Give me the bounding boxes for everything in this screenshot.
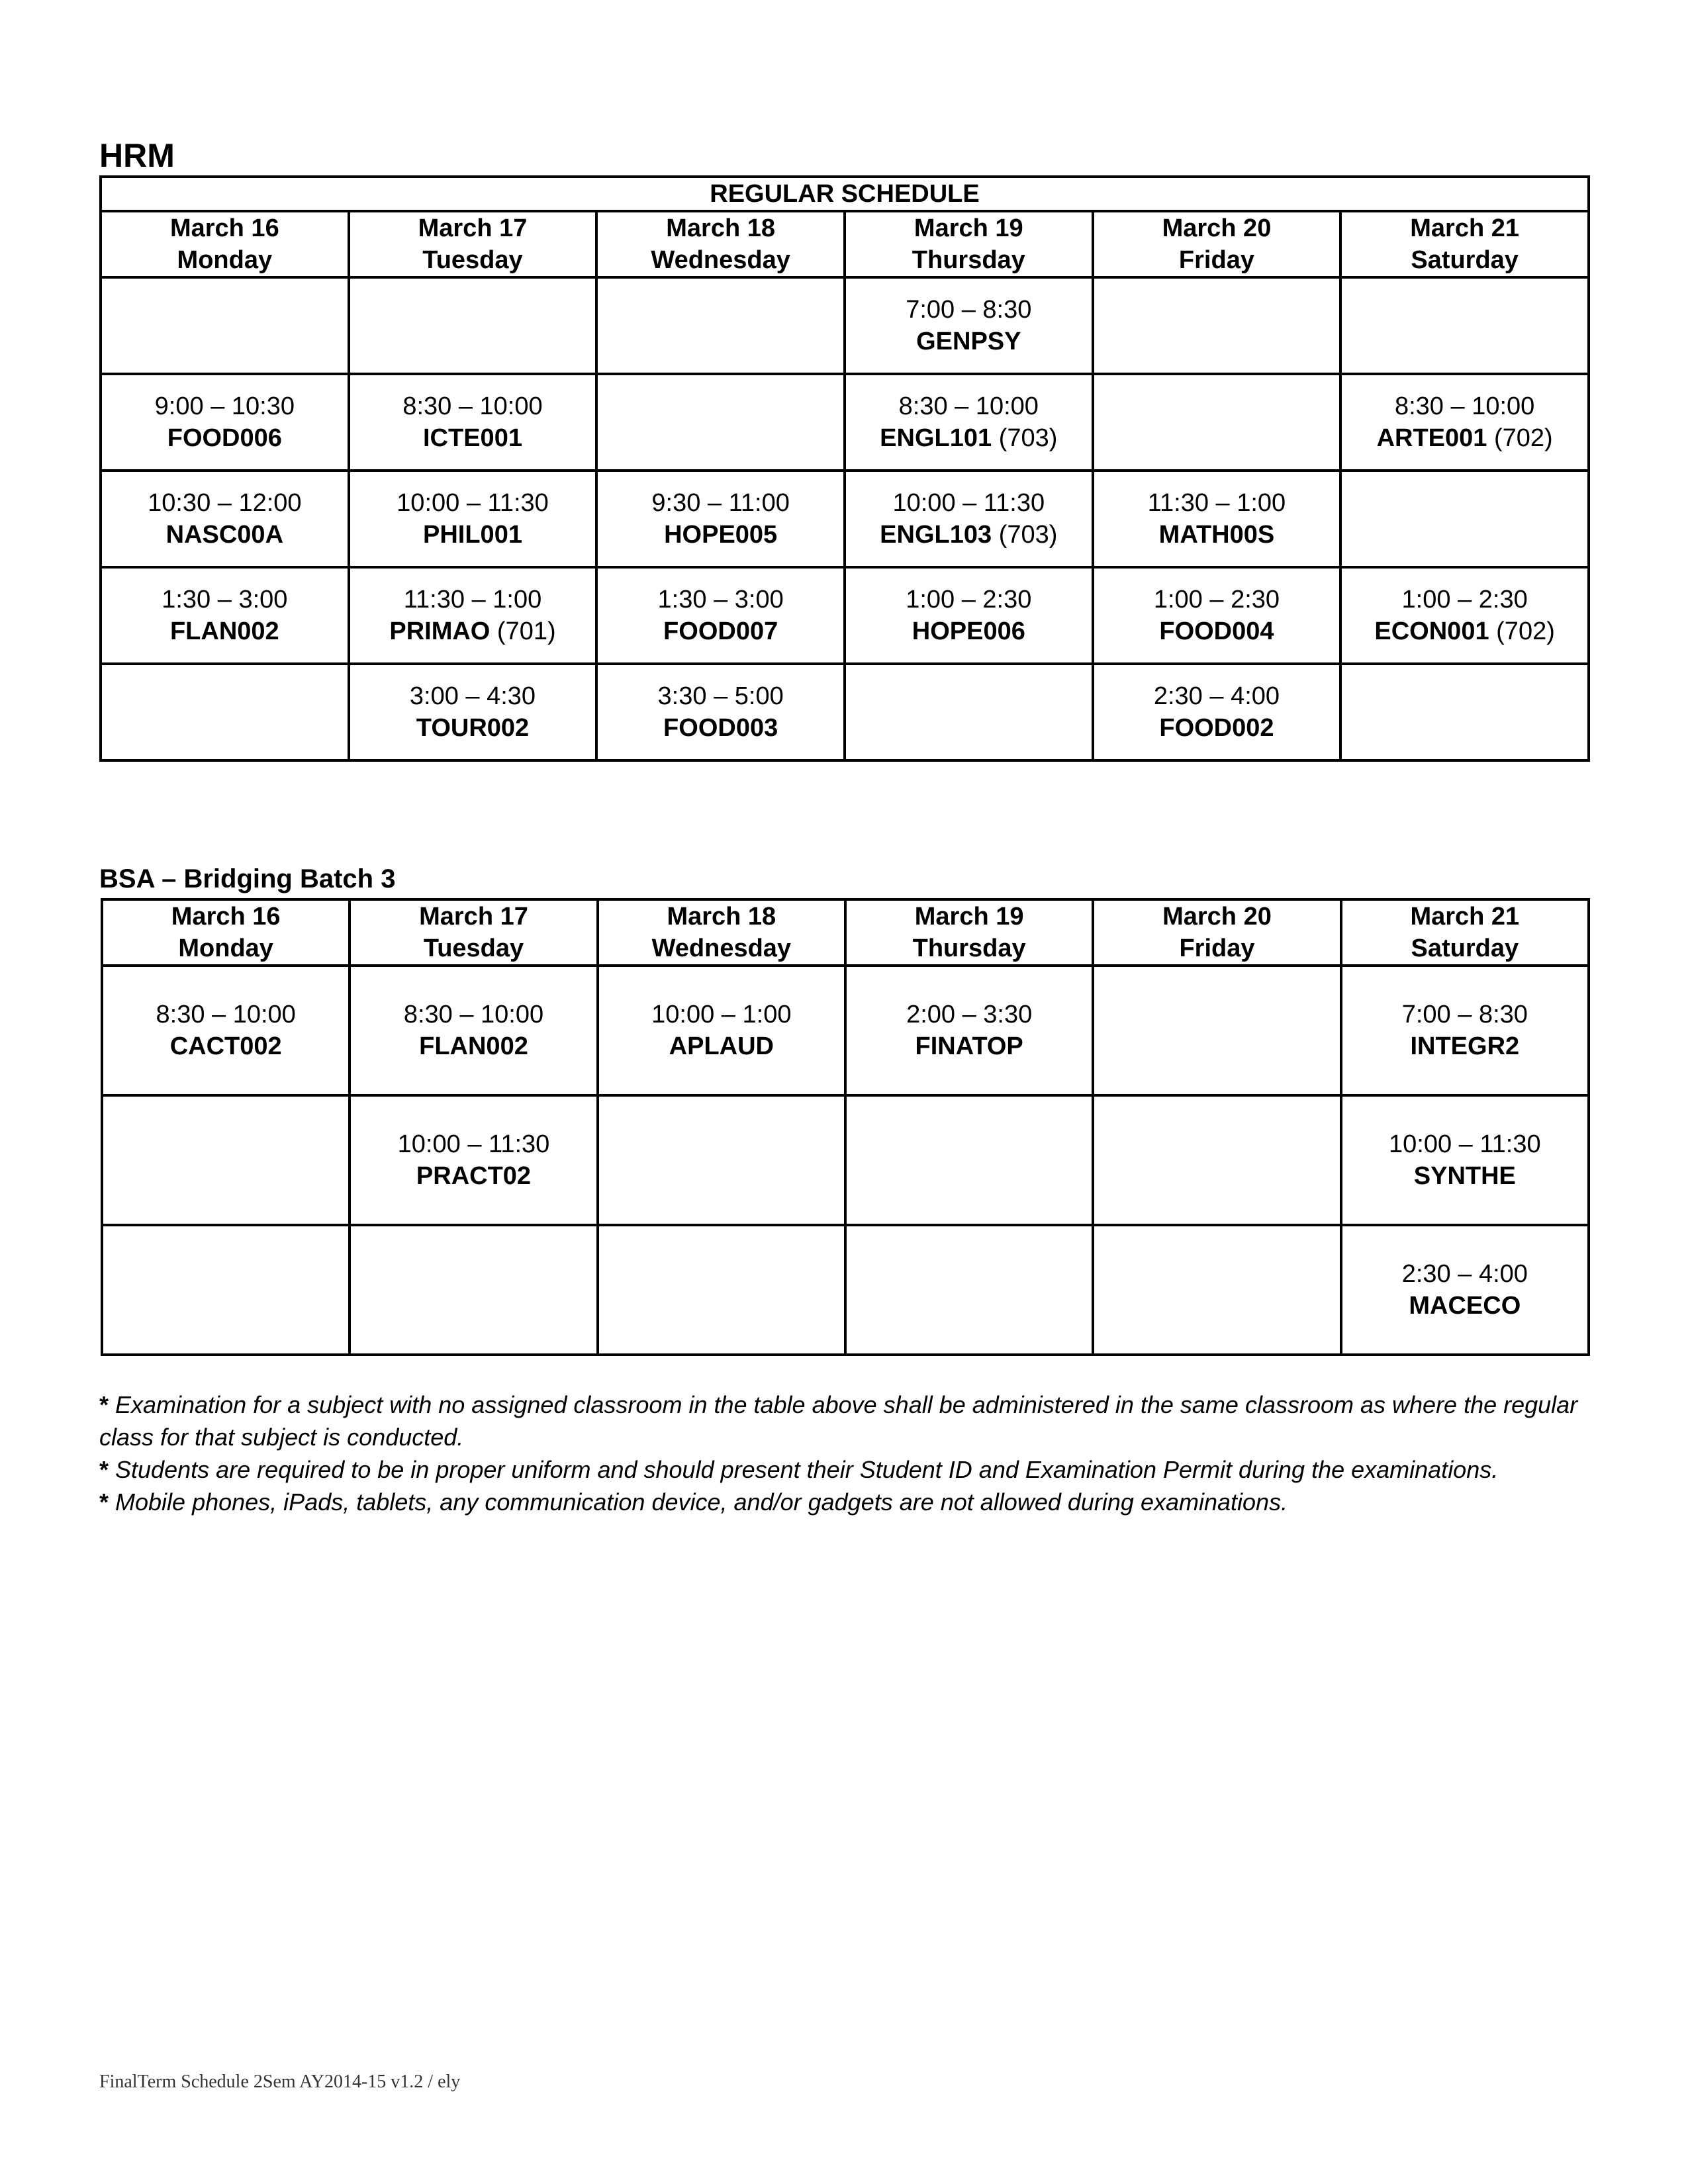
exam-subject	[350, 712, 596, 744]
day-header	[1340, 211, 1589, 277]
banner-row	[101, 177, 1589, 211]
exam-slot	[101, 374, 349, 471]
empty-slot	[845, 664, 1093, 760]
schedule-row	[102, 966, 1589, 1095]
exam-slot	[349, 471, 597, 567]
hrm-section-title: HRM	[99, 137, 175, 174]
exam-slot	[1340, 374, 1589, 471]
subject-code: CACT002	[169, 1032, 282, 1060]
exam-subject	[102, 615, 348, 647]
exam-subject	[1094, 712, 1340, 744]
exam-slot	[845, 567, 1093, 664]
exam-slot	[350, 966, 597, 1095]
exam-subject	[1094, 519, 1340, 551]
room-number: (703)	[992, 424, 1058, 452]
exam-slot	[845, 966, 1093, 1095]
day-name: Saturday	[1411, 246, 1519, 274]
bsa-schedule-table	[101, 898, 1590, 1356]
subject-code: ECON001	[1374, 617, 1489, 645]
day-date: March 21	[1410, 903, 1520, 931]
day-name: Monday	[177, 246, 273, 274]
day-header	[845, 211, 1093, 277]
exam-time: 1:00 – 2:30	[1153, 586, 1280, 614]
day-header-row	[101, 211, 1589, 277]
day-name: Thursday	[912, 934, 1026, 962]
subject-code: MATH00S	[1158, 521, 1275, 549]
empty-slot	[1340, 277, 1589, 374]
exam-time: 9:30 – 11:00	[651, 489, 790, 517]
exam-slot	[1093, 471, 1341, 567]
exam-subject	[846, 422, 1092, 454]
empty-slot	[596, 277, 845, 374]
room-number: (703)	[992, 521, 1058, 549]
day-date: March 17	[418, 214, 528, 242]
exam-time: 8:30 – 10:00	[1394, 392, 1535, 420]
subject-code: APLAUD	[669, 1032, 774, 1060]
day-header	[1093, 899, 1340, 966]
day-header	[102, 899, 350, 966]
day-header	[350, 899, 597, 966]
note-text: Examination for a subject with no assigned classroom in the table above shall be administered in the same classroom as where the regular class for that subject is conducted.	[99, 1391, 1578, 1451]
subject-code: FINATOP	[915, 1032, 1023, 1060]
subject-code: GENPSY	[916, 328, 1021, 355]
exam-subject	[846, 519, 1092, 551]
subject-code: TOUR002	[416, 714, 530, 742]
day-header	[349, 211, 597, 277]
exam-time: 10:00 – 1:00	[651, 1001, 792, 1028]
exam-slot	[101, 471, 349, 567]
day-name: Friday	[1179, 934, 1255, 962]
subject-code: INTEGR2	[1410, 1032, 1520, 1060]
exam-time: 8:30 – 10:00	[898, 392, 1039, 420]
exam-time: 1:00 – 2:30	[1401, 586, 1528, 614]
day-date: March 20	[1162, 214, 1272, 242]
exam-subject	[598, 712, 843, 744]
exam-time: 2:30 – 4:00	[1153, 682, 1280, 710]
exam-slot	[349, 664, 597, 760]
day-name: Tuesday	[423, 934, 524, 962]
exam-subject	[598, 615, 843, 647]
empty-slot	[1093, 1225, 1340, 1355]
exam-slot	[596, 471, 845, 567]
day-name: Tuesday	[422, 246, 523, 274]
document-footer: FinalTerm Schedule 2Sem AY2014-15 v1.2 / ely	[99, 2071, 461, 2092]
exam-time: 1:30 – 3:00	[162, 586, 288, 614]
bsa-section-title: BSA – Bridging Batch 3	[99, 864, 396, 893]
schedule-banner: REGULAR SCHEDULE	[101, 177, 1589, 211]
day-date: March 16	[171, 903, 281, 931]
exam-slot	[349, 567, 597, 664]
day-header	[1341, 899, 1589, 966]
schedule-row	[101, 471, 1589, 567]
note-bullet: *	[99, 1456, 109, 1483]
room-number: (702)	[1489, 617, 1555, 645]
exam-time: 1:00 – 2:30	[906, 586, 1032, 614]
subject-code: ENGL101	[880, 424, 992, 452]
subject-code: ICTE001	[423, 424, 522, 452]
day-date: March 17	[419, 903, 528, 931]
exam-time: 3:00 – 4:30	[409, 682, 536, 710]
schedule-row	[101, 277, 1589, 374]
exam-subject	[102, 422, 348, 454]
exam-slot	[1341, 1095, 1589, 1225]
day-date: March 18	[667, 903, 776, 931]
subject-code: FOOD007	[663, 617, 778, 645]
exam-slot	[596, 567, 845, 664]
day-header	[596, 211, 845, 277]
exam-subject	[1342, 615, 1587, 647]
exam-time: 8:30 – 10:00	[402, 392, 543, 420]
day-date: March 16	[169, 214, 279, 242]
note-text: Students are required to be in proper uniform and should present their Student ID and Examination Permit during the examinations.	[109, 1456, 1499, 1483]
empty-slot	[102, 1225, 350, 1355]
day-date: March 19	[914, 903, 1024, 931]
exam-time: 7:00 – 8:30	[906, 296, 1032, 324]
exam-subject	[1342, 1160, 1587, 1192]
exam-notes	[99, 1388, 1595, 1518]
empty-slot	[845, 1225, 1093, 1355]
exam-slot	[598, 966, 845, 1095]
empty-slot	[101, 664, 349, 760]
empty-slot	[1340, 664, 1589, 760]
exam-slot	[349, 374, 597, 471]
exam-time: 2:00 – 3:30	[906, 1001, 1033, 1028]
exam-time: 8:30 – 10:00	[156, 1001, 296, 1028]
empty-slot	[1093, 1095, 1340, 1225]
empty-slot	[1340, 471, 1589, 567]
subject-code: ENGL103	[880, 521, 992, 549]
room-number: (702)	[1487, 424, 1553, 452]
exam-subject	[350, 615, 596, 647]
schedule-row	[102, 1095, 1589, 1225]
day-date: March 18	[666, 214, 776, 242]
subject-code: NASC00A	[165, 521, 284, 549]
empty-slot	[596, 374, 845, 471]
schedule-row	[101, 374, 1589, 471]
exam-time: 10:00 – 11:30	[892, 489, 1045, 517]
exam-slot	[350, 1095, 597, 1225]
exam-subject	[103, 1030, 348, 1062]
note-bullet: *	[99, 1391, 109, 1418]
day-name: Wednesday	[651, 934, 792, 962]
day-header	[598, 899, 845, 966]
exam-slot	[1340, 567, 1589, 664]
exam-time: 10:00 – 11:30	[1389, 1130, 1541, 1158]
schedule-row	[102, 1225, 1589, 1355]
empty-slot	[1093, 966, 1340, 1095]
exam-subject	[847, 1030, 1092, 1062]
empty-slot	[349, 277, 597, 374]
note-item	[99, 1453, 1595, 1486]
exam-subject	[1342, 422, 1587, 454]
empty-slot	[845, 1095, 1093, 1225]
empty-slot	[1093, 374, 1341, 471]
subject-code: FOOD002	[1159, 714, 1274, 742]
subject-code: FLAN002	[169, 617, 279, 645]
exam-time: 8:30 – 10:00	[403, 1001, 544, 1028]
subject-code: MACECO	[1409, 1292, 1521, 1320]
subject-code: PRACT02	[416, 1162, 532, 1190]
day-name: Thursday	[912, 246, 1025, 274]
exam-slot	[1093, 664, 1341, 760]
note-item	[99, 1388, 1595, 1453]
note-bullet: *	[99, 1488, 109, 1516]
exam-time: 3:30 – 5:00	[657, 682, 784, 710]
day-name: Monday	[178, 934, 273, 962]
subject-code: PRIMAO	[389, 617, 491, 645]
exam-time: 11:30 – 1:00	[403, 586, 542, 614]
exam-subject	[846, 615, 1092, 647]
exam-subject	[350, 519, 596, 551]
exam-subject	[1094, 615, 1340, 647]
subject-code: HOPE005	[664, 521, 778, 549]
note-text: Mobile phones, iPads, tablets, any communication device, and/or gadgets are not allowed during examinations.	[109, 1488, 1288, 1516]
day-name: Saturday	[1411, 934, 1519, 962]
empty-slot	[101, 277, 349, 374]
exam-slot	[1341, 1225, 1589, 1355]
subject-code: FOOD004	[1159, 617, 1274, 645]
exam-slot	[102, 966, 350, 1095]
exam-slot	[1093, 567, 1341, 664]
empty-slot	[598, 1095, 845, 1225]
day-header	[1093, 211, 1341, 277]
exam-subject	[1342, 1030, 1587, 1062]
exam-time: 2:30 – 4:00	[1401, 1260, 1528, 1288]
exam-slot	[1341, 966, 1589, 1095]
exam-time: 1:30 – 3:00	[657, 586, 784, 614]
exam-time: 7:00 – 8:30	[1401, 1001, 1528, 1028]
exam-subject	[350, 422, 596, 454]
exam-subject	[846, 326, 1092, 357]
exam-time: 11:30 – 1:00	[1147, 489, 1286, 517]
day-name: Friday	[1178, 246, 1254, 274]
exam-slot	[845, 471, 1093, 567]
subject-code: SYNTHE	[1413, 1162, 1516, 1190]
day-header	[845, 899, 1093, 966]
schedule-row	[101, 664, 1589, 760]
exam-subject	[351, 1160, 596, 1192]
exam-slot	[596, 664, 845, 760]
hrm-schedule-table	[99, 175, 1590, 762]
exam-time: 10:00 – 11:30	[397, 489, 549, 517]
exam-subject	[599, 1030, 844, 1062]
day-date: March 20	[1162, 903, 1272, 931]
exam-slot	[845, 277, 1093, 374]
exam-time: 9:00 – 10:30	[154, 392, 295, 420]
subject-code: FOOD006	[167, 424, 282, 452]
day-name: Wednesday	[651, 246, 790, 274]
empty-slot	[350, 1225, 597, 1355]
subject-code: ARTE001	[1376, 424, 1487, 452]
room-number: (701)	[490, 617, 556, 645]
exam-slot	[101, 567, 349, 664]
subject-code: HOPE006	[912, 617, 1025, 645]
day-date: March 21	[1410, 214, 1520, 242]
empty-slot	[598, 1225, 845, 1355]
exam-subject	[1342, 1290, 1587, 1322]
exam-slot	[845, 374, 1093, 471]
day-date: March 19	[914, 214, 1023, 242]
exam-time: 10:00 – 11:30	[397, 1130, 550, 1158]
exam-time: 10:30 – 12:00	[148, 489, 302, 517]
exam-subject	[598, 519, 843, 551]
schedule-row	[101, 567, 1589, 664]
empty-slot	[102, 1095, 350, 1225]
exam-subject	[102, 519, 348, 551]
subject-code: FLAN002	[419, 1032, 528, 1060]
exam-subject	[351, 1030, 596, 1062]
empty-slot	[1093, 277, 1341, 374]
subject-code: FOOD003	[663, 714, 778, 742]
note-item	[99, 1486, 1595, 1518]
subject-code: PHIL001	[423, 521, 522, 549]
day-header-row	[102, 899, 1589, 966]
day-header	[101, 211, 349, 277]
